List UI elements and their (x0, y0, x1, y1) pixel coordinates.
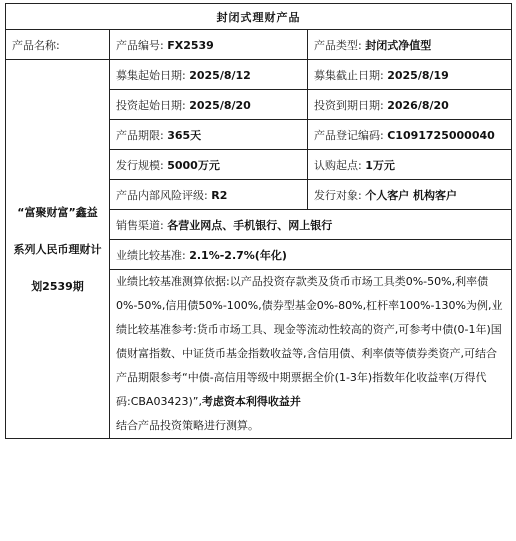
field-label: 募集截止日期: (314, 68, 384, 82)
benchmark-basis-text (110, 270, 512, 439)
field-value: 2.1%-2.7%(年化) (189, 248, 287, 262)
product-name-label: 产品名称: (6, 30, 110, 60)
field-label: 销售渠道: (116, 218, 164, 232)
field-value: 各营业网点、手机银行、网上银行 (167, 218, 333, 232)
field-value: 2025/8/12 (189, 68, 251, 82)
field-label: 产品编号: (116, 38, 164, 52)
field-label: 投资起始日期: (116, 98, 186, 112)
field-value: 1万元 (365, 158, 395, 172)
product-name-value: “富聚财富”鑫益系列人民币理财计划2539期 (6, 60, 110, 439)
field-label: 业绩比较基准: (116, 248, 186, 262)
field-value: 个人客户 机构客户 (365, 188, 458, 202)
field-value: 2025/8/19 (387, 68, 449, 82)
field-target-investors (308, 180, 512, 210)
basis-bold: 考虑资本利得收益并 (201, 395, 301, 408)
field-label: 发行对象: (314, 188, 362, 202)
field-raise-end (308, 60, 512, 90)
field-risk-rating (110, 180, 308, 210)
basis-body: 业绩比较基准测算依据:以产品投资存款类及货币市场工具类0%-50%,利率债0%-50%,信用债50%-100%,债券型基金0%-80%,杠杆率100%-130%为例,业绩比较基准参考:货币市场工具、现金等流动性较高的资产,可参考中债(0-1年)国债财富指数、中证货币基金指数收益等,含信用债、利率债等债券类资产,可结合产品期限参考“中债-高信用等级中期票据全价(1-3年)指数年化收益率(万得代码:CBA03423)”, (116, 275, 503, 408)
field-value: FX2539 (167, 38, 214, 52)
basis-tail: 结合产品投资策略进行测算。 (116, 419, 259, 432)
field-min-subscription (308, 150, 512, 180)
field-label: 发行规模: (116, 158, 164, 172)
field-invest-start (110, 90, 308, 120)
field-value: C1091725000040 (387, 128, 495, 142)
field-label: 产品内部风险评级: (116, 188, 208, 202)
field-invest-end (308, 90, 512, 120)
field-value: 5000万元 (167, 158, 220, 172)
field-value: 封闭式净值型 (365, 38, 432, 52)
field-label: 产品登记编码: (314, 128, 384, 142)
field-value: R2 (211, 188, 228, 202)
field-label: 认购起点: (314, 158, 362, 172)
field-product-code (110, 30, 308, 60)
field-label: 产品期限: (116, 128, 164, 142)
field-value: 2026/8/20 (387, 98, 449, 112)
field-raise-start (110, 60, 308, 90)
field-label: 募集起始日期: (116, 68, 186, 82)
page-title: 封闭式理财产品 (6, 4, 512, 30)
field-sales-channel (110, 210, 512, 240)
product-info-table (5, 3, 512, 439)
field-product-type (308, 30, 512, 60)
field-issue-size (110, 150, 308, 180)
field-value: 2025/8/20 (189, 98, 251, 112)
field-registration-code (308, 120, 512, 150)
field-value: 365天 (167, 128, 202, 142)
field-term (110, 120, 308, 150)
field-benchmark (110, 240, 512, 270)
field-label: 投资到期日期: (314, 98, 384, 112)
field-label: 产品类型: (314, 38, 362, 52)
